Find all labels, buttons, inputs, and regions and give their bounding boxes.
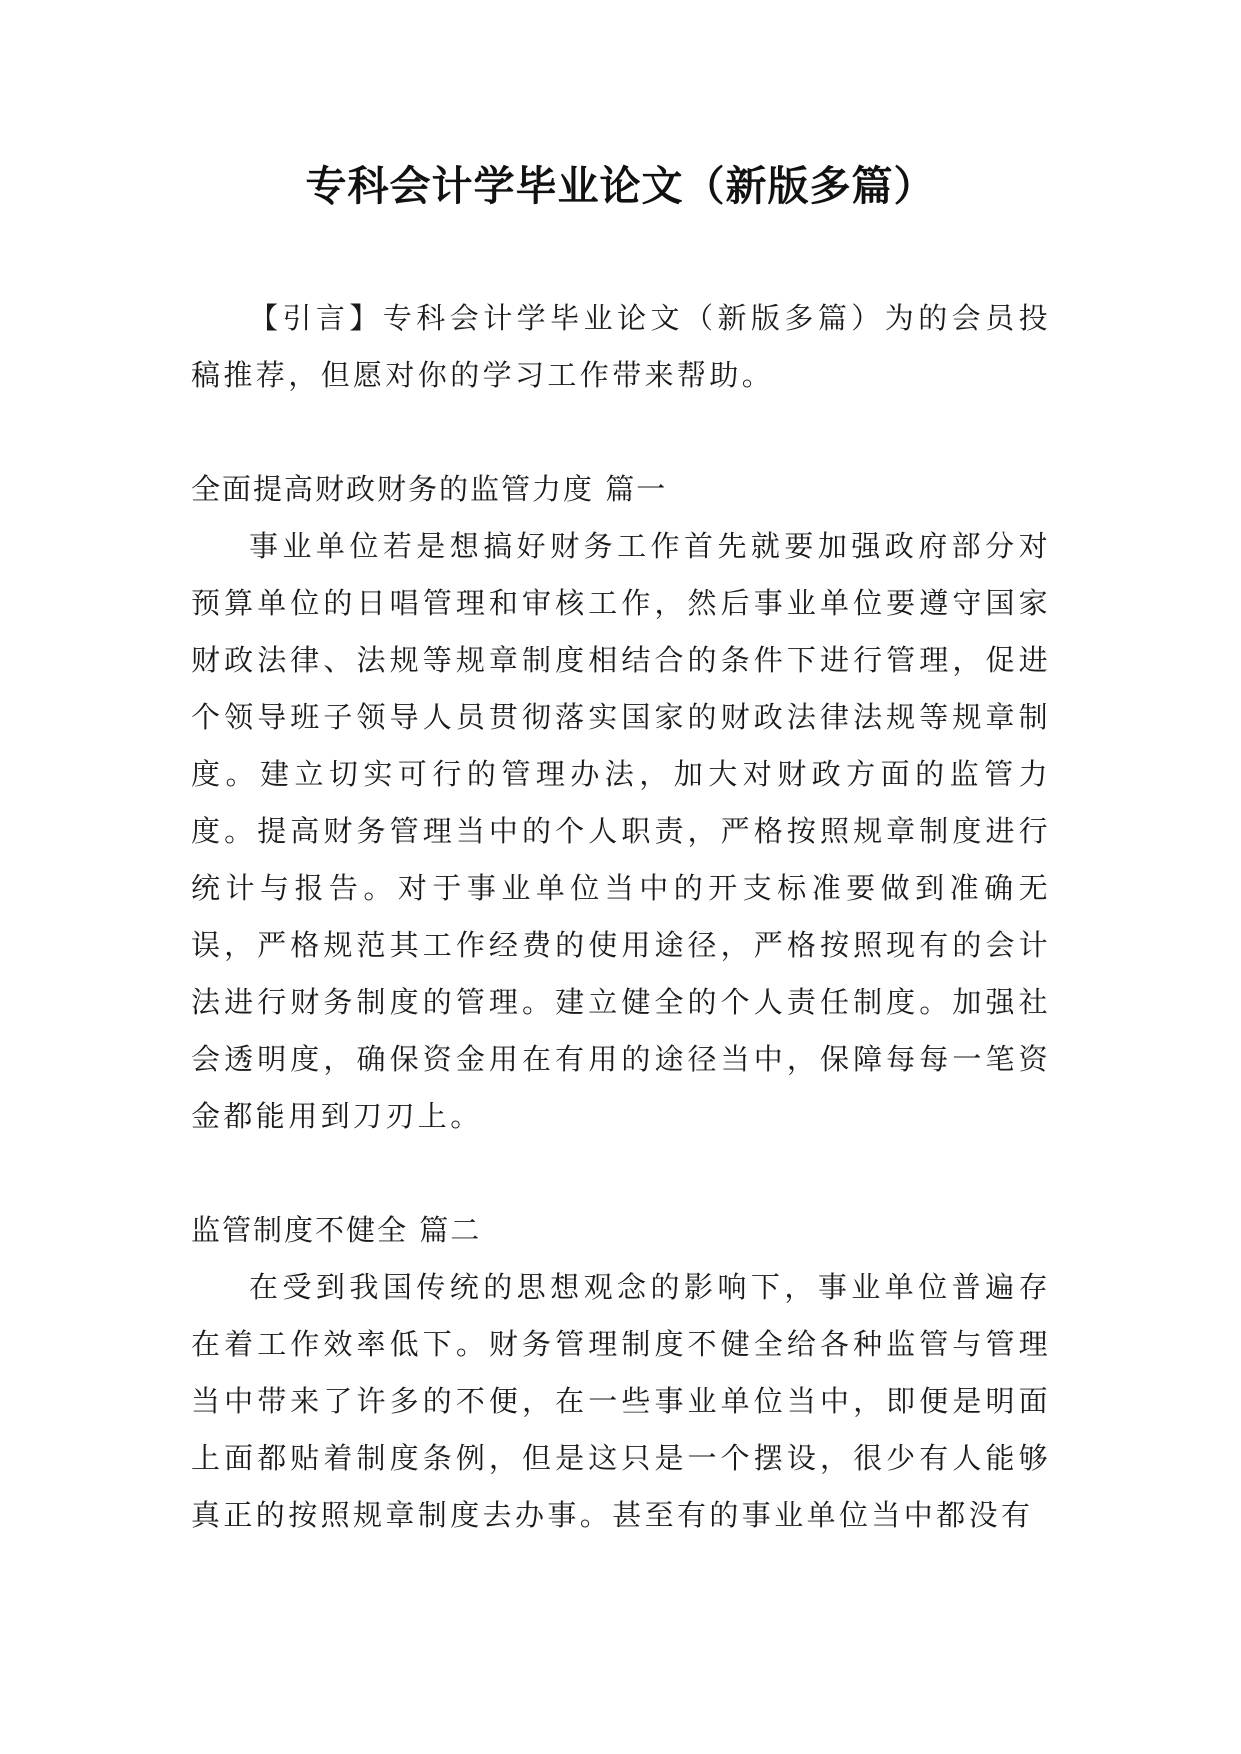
section-heading-1: 全面提高财政财务的监管力度 篇一 bbox=[191, 472, 668, 506]
section-body-1: 事业单位若是想搞好财务工作首先就要加强政府部分对预算单位的日唱管理和审核工作，然后事业单位要遵守国家财政法律、法规等规章制度相结合的条件下进行管理，促进个领导班子领导人员贯彻落实国家的财政法律法规等规章制度。建立切实可行的管理办法，加大对财政方面的监管力度。提高财务管理当中的个人职责，严格按照规章制度进行统计与报告。对于事业单位当中的开支标准要做到准确无误，严格规范其工作经费的使用途径，严格按照现有的会计法进行财务制度的管理。建立健全的个人责任制度。加强社会透明度，确保资金用在有用的途径当中，保障每每一笔资金都能用到刀刃上。 bbox=[191, 529, 1051, 1133]
intro-paragraph: 【引言】专科会计学毕业论文（新版多篇）为的会员投稿推荐，但愿对你的学习工作带来帮助。 bbox=[191, 301, 1051, 392]
section-body-2: 在受到我国传统的思想观念的影响下，事业单位普遍存在着工作效率低下。财务管理制度不健全给各种监管与管理当中带来了许多的不便，在一些事业单位当中，即便是明面上面都贴着制度条例，但是这只是一个摆设，很少有人能够真正的按照规章制度去办事。甚至有的事业单位当中都没有 bbox=[191, 1270, 1051, 1532]
document-title: 专科会计学毕业论文（新版多篇） bbox=[305, 162, 936, 210]
document-body bbox=[191, 290, 1051, 1544]
section-heading-2: 监管制度不健全 篇二 bbox=[191, 1213, 482, 1247]
